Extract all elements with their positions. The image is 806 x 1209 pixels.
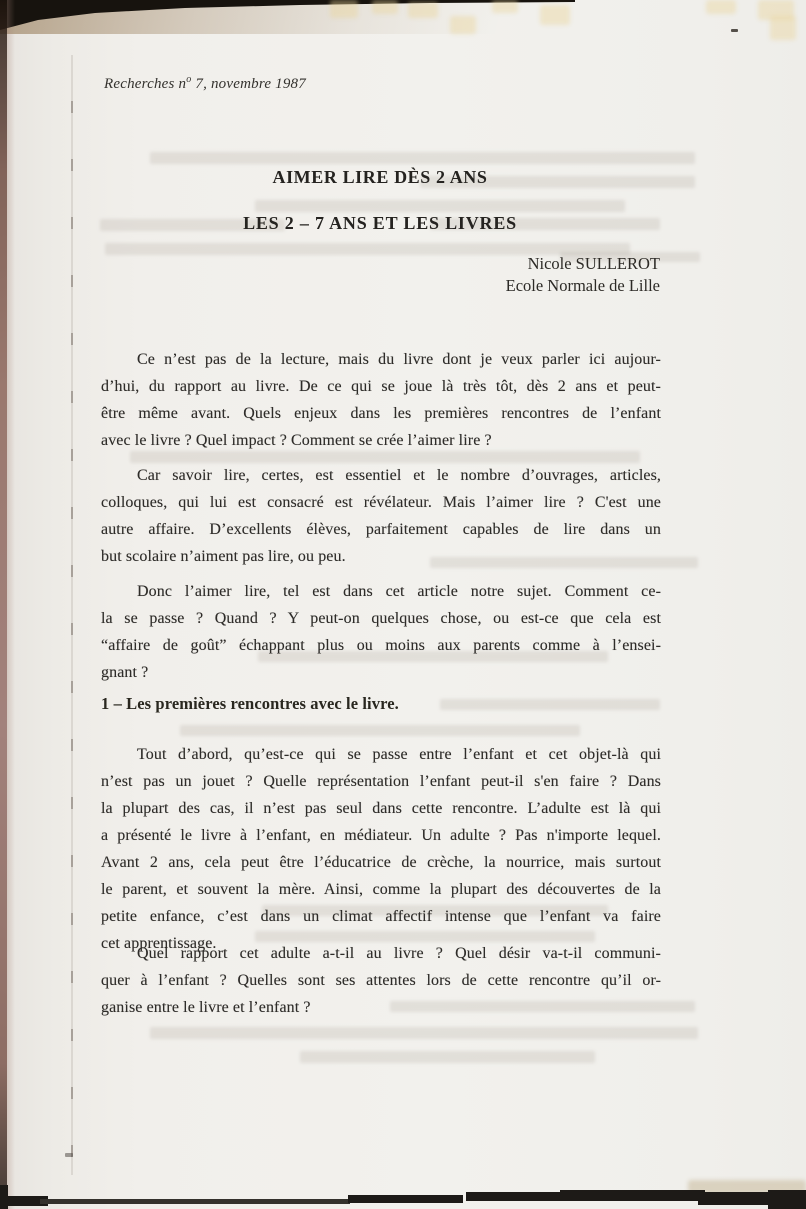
text-line: Tout d’abord, qu’est-ce qui se passe entre l’enfant et cet objet-là qui [137, 746, 661, 763]
paragraph-3 [101, 578, 661, 686]
author-block [100, 253, 660, 297]
scan-edge-segment [466, 1192, 564, 1201]
text-line: le parent, et souvent la mère. Ainsi, comme la plupart des découvertes de la [101, 881, 661, 898]
article-subtitle: LES 2 – 7 ANS ET LES LIVRES [243, 213, 517, 233]
text-line: a présenté le livre à l’enfant, en médiateur. Un adulte ? Pas n'importe lequel. [101, 827, 661, 844]
text-line: Car savoir lire, certes, est essentiel et le nombre d’ouvrages, articles, [137, 467, 661, 484]
show-through-text [150, 152, 695, 164]
text-line: petite enfance, c’est dans un climat affectif intense que l’enfant va faire [101, 908, 661, 925]
scan-edge-segment [40, 1199, 350, 1204]
paper-stain [540, 5, 570, 25]
text-line: Ce n’est pas de la lecture, mais du livre dont je veux parler ici aujour- [137, 351, 661, 368]
text-line: “affaire de goût” échappant plus ou moins aux parents comme à l’ensei- [101, 637, 661, 654]
show-through-text [150, 1027, 698, 1039]
paragraph-2 [101, 462, 661, 570]
article-title: AIMER LIRE DÈS 2 ANS [272, 167, 488, 187]
paper-stain [330, 0, 358, 18]
scan-speck [65, 1153, 73, 1157]
scan-edge-segment [560, 1190, 705, 1201]
paragraph-4 [101, 741, 661, 957]
author-affiliation: Ecole Normale de Lille [505, 276, 660, 295]
journal-header-superscript: o [186, 74, 192, 85]
paper-stain [770, 16, 796, 40]
paper-stain [706, 0, 736, 14]
text-line: Avant 2 ans, cela peut être l’éducatrice de crèche, la nourrice, mais surtout [101, 854, 661, 871]
show-through-text [300, 1051, 595, 1063]
text-line: Quel rapport cet adulte a-t-il au livre ? Quel désir va-t-il communi- [137, 945, 661, 962]
paragraph-1 [101, 346, 661, 454]
paper-stain [450, 16, 476, 34]
text-line: cet apprentissage. [101, 935, 217, 952]
journal-header-issue: 7, novembre 1987 [191, 76, 306, 92]
text-line: quer à l’enfant ? Quelles sont ses attentes lors de cette rencontre qu’il or- [101, 972, 661, 989]
show-through-text [255, 200, 625, 212]
scan-left-edge-shadow [7, 0, 15, 1209]
scan-edge-segment [698, 1192, 773, 1205]
section-heading-1: 1 – Les premières rencontres avec le livre. [101, 694, 399, 713]
show-through-text [180, 725, 580, 736]
paper-stain [372, 0, 398, 14]
text-line: Donc l’aimer lire, tel est dans cet article notre sujet. Comment ce- [137, 583, 661, 600]
text-line: d’hui, du rapport au livre. De ce qui se joue là très tôt, dès 2 ans et peut- [101, 378, 661, 395]
paper-stain [492, 0, 518, 13]
paragraph-5 [101, 940, 661, 1021]
scan-edge-segment [348, 1195, 463, 1203]
binding-crease [71, 55, 73, 1175]
text-line: la plupart des cas, il n’est pas seul dans cette rencontre. L’adulte est là qui [101, 800, 661, 817]
text-line: avec le livre ? Quel impact ? Comment se crée l’aimer lire ? [101, 432, 492, 449]
text-line: gnant ? [101, 664, 149, 681]
text-line: être même avant. Quels enjeux dans les premières rencontres de l’enfant [101, 405, 661, 422]
text-line: ganise entre le livre et l’enfant ? [101, 999, 311, 1016]
scan-speck [731, 29, 738, 32]
text-line: n’est pas un jouet ? Quelle représentation l’enfant peut-il s'en faire ? Dans [101, 773, 661, 790]
paper-stain [408, 2, 438, 18]
text-line: but scolaire n’aiment pas lire, ou peu. [101, 548, 346, 565]
journal-header [104, 76, 306, 93]
scan-edge-segment [768, 1190, 806, 1209]
scan-left-edge-artifact [0, 0, 7, 1209]
text-line: colloques, qui lui est consacré est révélateur. Mais l’aimer lire ? C'est une [101, 494, 661, 511]
journal-header-text: Recherches n [104, 76, 187, 92]
text-line: la se passe ? Quand ? Y peut-on quelques chose, ou est-ce que cela est [101, 610, 661, 627]
text-line: autre affaire. D’excellents élèves, parfaitement capables de lire dans un [101, 521, 661, 538]
author-name: Nicole SULLEROT [527, 254, 660, 273]
